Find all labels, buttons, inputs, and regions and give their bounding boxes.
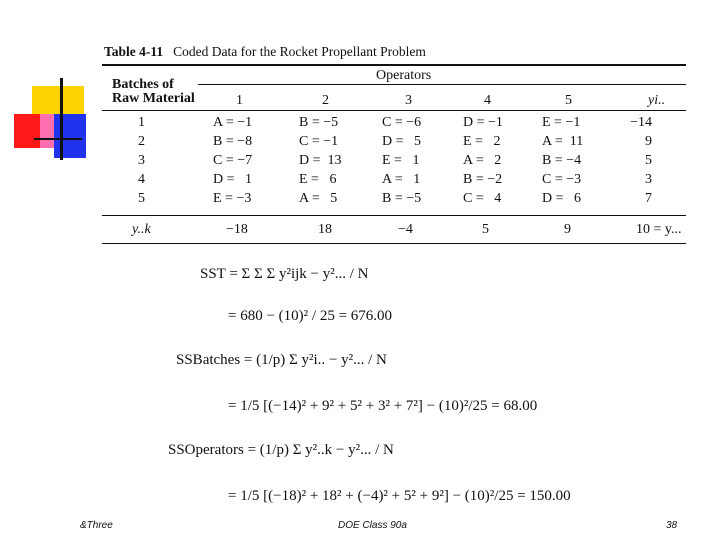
batch-number: 1	[138, 115, 145, 130]
table-cell: C = −3	[542, 172, 582, 187]
sst-equation: SST = Σ Σ Σ y²ijk − y²... / N	[200, 266, 369, 282]
row-header-line2: Raw Material	[112, 91, 195, 106]
row-total: 5	[645, 153, 652, 168]
ss-operators-equation: SSOperators = (1/p) Σ y²..k − y²... / N	[168, 442, 394, 458]
table-bottom-rule	[102, 243, 686, 244]
row-total: 7	[645, 191, 652, 206]
operators-header: Operators	[376, 68, 432, 83]
page-number: 38	[666, 520, 678, 531]
table-cell: A = −1	[213, 115, 253, 130]
table-cell: E = 6	[299, 172, 337, 187]
batch-number: 3	[138, 153, 145, 168]
table-cell: D = −1	[463, 115, 503, 130]
footer-center: DOE Class 90a	[338, 520, 407, 531]
table-cell: B = −8	[213, 134, 253, 149]
row-total: −14	[630, 115, 652, 130]
table-cell: A = 1	[382, 172, 421, 187]
table-cell: B = −5	[299, 115, 339, 130]
column-total: 5	[482, 222, 489, 237]
operator-number: 2	[322, 93, 329, 108]
operator-number: 4	[484, 93, 491, 108]
column-total: 18	[318, 222, 332, 237]
ss-batches-result: = 1/5 [(−14)² + 9² + 5² + 3² + 7²] − (10)²/25 = 68.00	[228, 398, 538, 414]
ss-batches-equation: SSBatches = (1/p) Σ y²i.. − y²... / N	[176, 352, 387, 368]
table-cell: E = 1	[382, 153, 420, 168]
table-cell: A = 2	[463, 153, 502, 168]
row-header	[112, 78, 195, 106]
totals-row	[0, 222, 720, 241]
table-cell: B = −4	[542, 153, 582, 168]
row-total: 3	[645, 172, 652, 187]
operator-number: 5	[565, 93, 572, 108]
sst-result: = 680 − (10)² / 25 = 676.00	[228, 308, 393, 324]
column-total: −18	[226, 222, 248, 237]
table-cell: E = −3	[213, 191, 252, 206]
grand-total: 10 = y...	[636, 222, 682, 237]
row-total-header: yi..	[648, 93, 666, 108]
table-row	[0, 172, 720, 191]
row-total: 9	[645, 134, 652, 149]
table-cell: C = −1	[299, 134, 339, 149]
table-row	[0, 191, 720, 210]
table-cell: D = 5	[382, 134, 422, 149]
ss-operators-result: = 1/5 [(−18)² + 18² + (−4)² + 5² + 9²] − (10)²/25 = 150.00	[228, 488, 571, 504]
table-cell: D = 6	[542, 191, 582, 206]
batch-number: 2	[138, 134, 145, 149]
table-cell: D = 1	[213, 172, 253, 187]
table-top-rule	[102, 64, 686, 66]
batch-number: 5	[138, 191, 145, 206]
table-cell: C = −7	[213, 153, 253, 168]
batch-number: 4	[138, 172, 145, 187]
table-cell: B = −5	[382, 191, 422, 206]
table-cell: A = 11	[542, 134, 584, 149]
operator-number: 1	[236, 93, 243, 108]
column-total: −4	[398, 222, 413, 237]
table-cell: D = 13	[299, 153, 342, 168]
table-row	[0, 153, 720, 172]
footer-left: &Three	[80, 520, 113, 531]
row-header-line1: Batches of	[112, 77, 174, 92]
table-label: Table 4-11	[104, 44, 164, 59]
column-total: 9	[564, 222, 571, 237]
header-bottom-rule	[102, 110, 686, 111]
table-cell: C = −6	[382, 115, 422, 130]
operator-number: 3	[405, 93, 412, 108]
operators-rule	[198, 84, 686, 85]
table-cell: C = 4	[463, 191, 502, 206]
body-bottom-rule	[102, 215, 686, 216]
table-cell: B = −2	[463, 172, 503, 187]
table-title: Coded Data for the Rocket Propellant Problem	[173, 44, 426, 59]
table-cell: E = 2	[463, 134, 501, 149]
table-caption	[104, 44, 426, 60]
table-cell: E = −1	[542, 115, 581, 130]
totals-label: y..k	[132, 222, 151, 237]
table-cell: A = 5	[299, 191, 338, 206]
table-row	[0, 115, 720, 134]
table-row	[0, 134, 720, 153]
